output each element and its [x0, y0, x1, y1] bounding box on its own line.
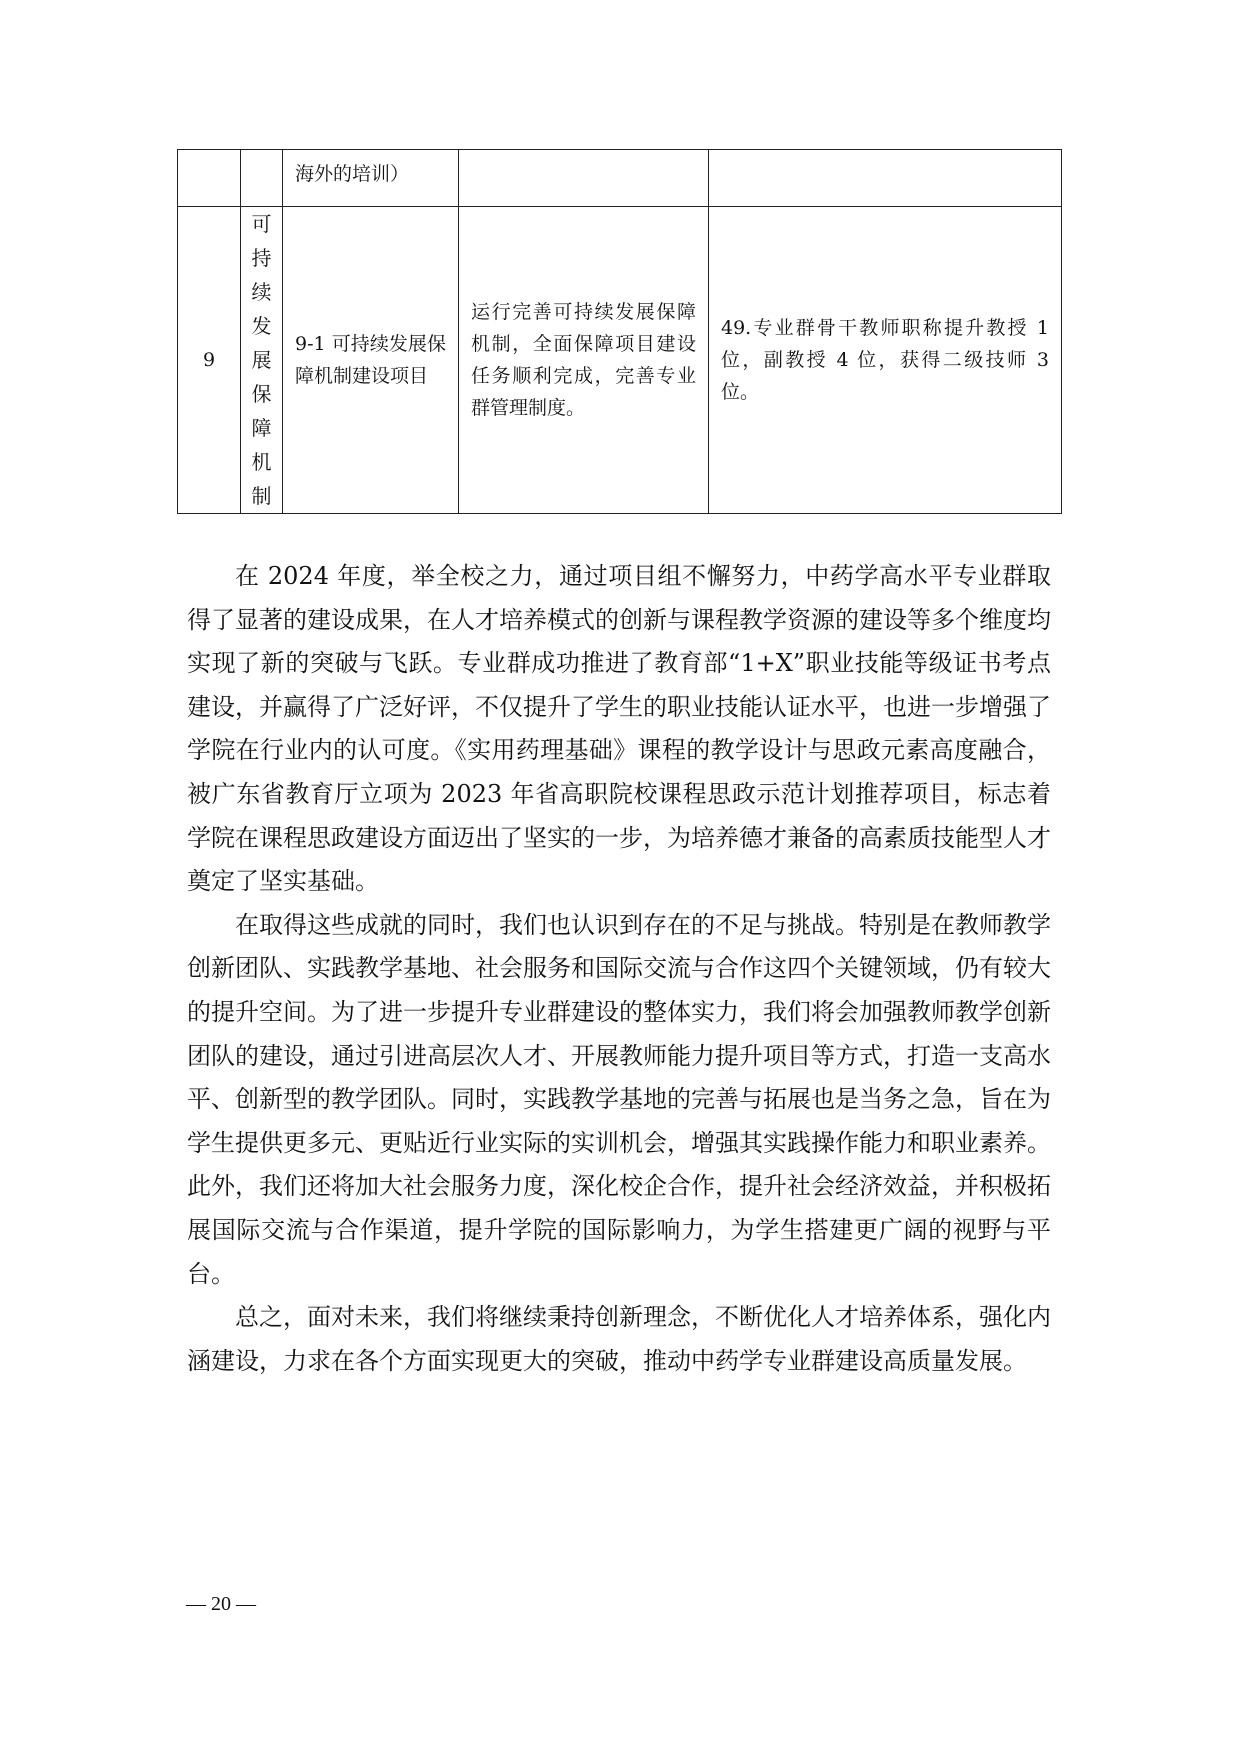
target-text: 运行完善可持续发展保障机制，全面保障项目建设任务顺利完成，完善专业群管理制度。: [471, 301, 696, 419]
page-number: — 20 —: [186, 1593, 256, 1615]
cell-result: [709, 207, 1062, 514]
row-index: 9: [202, 349, 216, 371]
paragraph-achievements: 在 2024 年度，举全校之力，通过项目组不懈努力，中药学高水平专业群取得了显著的建设成果，在人才培养模式的创新与课程教学资源的建设等多个维度均实现了新的突破与飞跃。专业群成功推进了教育部“1+X”职业技能等级证书考点建设，并赢得了广泛好评，不仅提升了学生的职业技能认证水平，也进一步增强了学院在行业内的认可度。《实用药理基础》课程的教学设计与思政元素高度融合，被广东省教育厅立项为 2023 年省高职院校课程思政示范计划推荐项目，标志着学院在课程思政建设方面迈出了坚实的一步，为培养德才兼备的高素质技能型人才奠定了坚实基础。: [187, 562, 1051, 896]
category-vertical-text: 可持续发展保障机制: [251, 212, 272, 508]
result-text: 49.专业群骨干教师职称提升教授 1 位，副教授 4 位，获得二级技师 3 位。: [721, 317, 1049, 403]
cell-project-continuation: [283, 150, 459, 207]
cell-result-empty: [709, 150, 1062, 207]
paragraph-challenges: 在取得这些成就的同时，我们也认识到存在的不足与挑战。特别是在教师教学创新团队、实践教学基地、社会服务和国际交流与合作这四个关键领域，仍有较大的提升空间。为了进一步提升专业群建设的整体实力，我们将会加强教师教学创新团队的建设，通过引进高层次人才、开展教师能力提升项目等方式，打造一支高水平、创新型的教学团队。同时，实践教学基地的完善与拓展也是当务之急，旨在为学生提供更多元、更贴近行业实际的实训机会，增强其实践操作能力和职业素养。此外，我们还将加大社会服务力度，深化校企合作，提升社会经济效益，并积极拓展国际交流与合作渠道，提升学院的国际影响力，为学生搭建更广阔的视野与平台。: [187, 910, 1051, 1288]
cell-category-empty: [241, 150, 283, 207]
cell-index: [178, 207, 241, 514]
cell-category: [241, 207, 283, 514]
cell-target-empty: [459, 150, 709, 207]
table-row-9: [178, 207, 1062, 514]
paragraph-conclusion: 总之，面对未来，我们将继续秉持创新理念，不断优化人才培养体系，强化内涵建设，力求在各个方面实现更大的突破，推动中药学专业群建设高质量发展。: [187, 1303, 1051, 1375]
cell-index-empty: [178, 150, 241, 207]
project-table: [177, 149, 1062, 514]
cell-target: [459, 207, 709, 514]
table-row-continuation: [178, 150, 1062, 207]
cell-project: [283, 207, 459, 514]
body-text: [187, 555, 1051, 1383]
project-continuation-text: 海外的培训）: [295, 163, 410, 185]
project-text: 9-1 可持续发展保障机制建设项目: [295, 333, 446, 387]
